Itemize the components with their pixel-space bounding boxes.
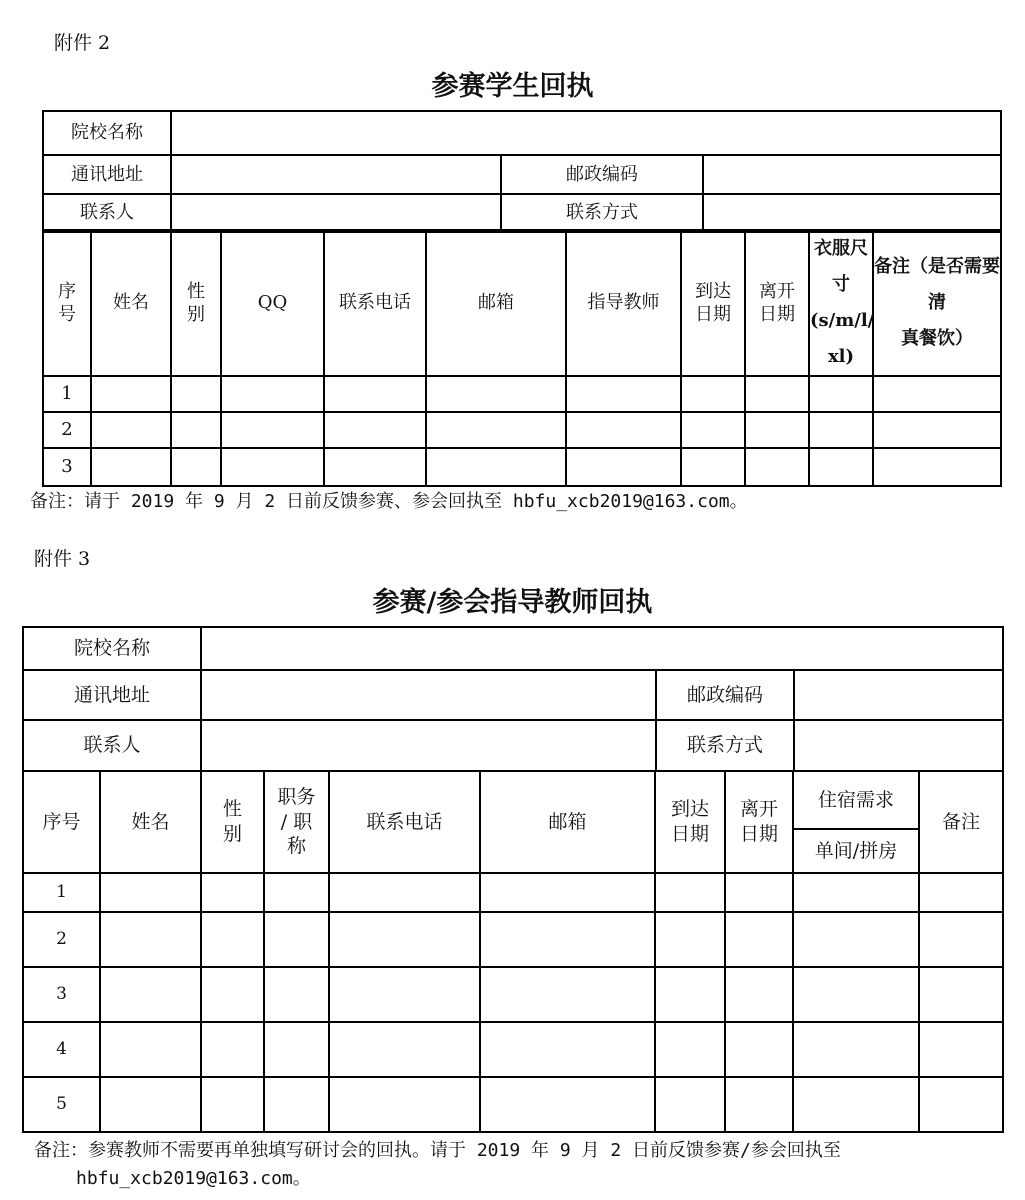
cell[interactable] [566, 412, 681, 448]
attachment-2-title: 参赛学生回执 [431, 71, 594, 102]
cell[interactable] [793, 1022, 919, 1077]
cell[interactable] [91, 412, 171, 448]
col-name: 姓名 [100, 771, 201, 873]
cell[interactable] [201, 873, 264, 912]
contact-person-label: 联系人 [23, 720, 201, 771]
row-number: 4 [23, 1022, 100, 1077]
cell[interactable] [873, 448, 1001, 486]
contact-person-cell[interactable] [201, 720, 656, 771]
table-row [43, 376, 1001, 412]
col-phone: 联系电话 [324, 230, 426, 376]
cell[interactable] [426, 376, 566, 412]
address-label: 通讯地址 [23, 670, 201, 720]
cell[interactable] [566, 448, 681, 486]
cell[interactable] [480, 1022, 655, 1077]
postcode-cell[interactable] [794, 670, 1003, 720]
student-receipt-header-table [42, 110, 1002, 233]
attachment-2-tag: 附件 2 [54, 32, 111, 54]
col-remark: 备注 [919, 771, 1003, 873]
cell[interactable] [809, 376, 873, 412]
cell[interactable] [809, 412, 873, 448]
cell[interactable] [919, 1022, 1003, 1077]
row-number: 3 [23, 967, 100, 1022]
cell[interactable] [221, 376, 324, 412]
cell[interactable] [100, 873, 201, 912]
col-seq: 序号 [23, 771, 100, 873]
student-receipt-table [42, 229, 1002, 487]
col-email: 邮箱 [480, 771, 655, 873]
cell[interactable] [264, 1022, 329, 1077]
cell[interactable] [745, 448, 809, 486]
cell[interactable] [329, 873, 480, 912]
cell[interactable] [201, 967, 264, 1022]
cell[interactable] [725, 967, 793, 1022]
col-arrive: 到达 日期 [681, 230, 745, 376]
cell[interactable] [919, 1077, 1003, 1132]
col-remark: 备注（是否需要清 真餐饮） [873, 230, 1001, 376]
table-row [23, 912, 1003, 967]
address-cell[interactable] [201, 670, 656, 720]
contact-person-cell[interactable] [171, 194, 501, 232]
table-row [43, 448, 1001, 486]
attachment-3-note-line-2: hbfu_xcb2019@163.com。 [76, 1168, 311, 1189]
cell[interactable] [264, 873, 329, 912]
cell[interactable] [725, 873, 793, 912]
cell[interactable] [566, 376, 681, 412]
table-row [43, 412, 1001, 448]
cell[interactable] [329, 912, 480, 967]
cell[interactable] [745, 376, 809, 412]
postcode-label: 邮政编码 [656, 670, 794, 720]
cell[interactable] [324, 412, 426, 448]
cell[interactable] [919, 912, 1003, 967]
cell[interactable] [100, 1077, 201, 1132]
cell[interactable] [793, 1077, 919, 1132]
attachment-2-note: 备注：请于 2019 年 9 月 2 日前反馈参赛、参会回执至 hbfu_xcb2019@163.com。 [30, 491, 748, 512]
cell[interactable] [100, 912, 201, 967]
col-position-title: 职务 / 职 称 [264, 771, 329, 873]
cell[interactable] [221, 448, 324, 486]
cell[interactable] [873, 376, 1001, 412]
cell[interactable] [201, 1077, 264, 1132]
teacher-receipt-table [22, 770, 1004, 1133]
school-name-cell[interactable] [201, 627, 1003, 670]
cell[interactable] [655, 967, 725, 1022]
col-qq: QQ [221, 230, 324, 376]
contact-method-label: 联系方式 [501, 194, 703, 232]
school-name-cell[interactable] [171, 111, 1001, 155]
cell[interactable] [426, 448, 566, 486]
cell[interactable] [681, 376, 745, 412]
cell[interactable] [201, 912, 264, 967]
cell[interactable] [873, 412, 1001, 448]
contact-method-cell[interactable] [703, 194, 1001, 232]
cell[interactable] [100, 1022, 201, 1077]
cell[interactable] [264, 912, 329, 967]
col-leave: 离开 日期 [725, 771, 793, 873]
contact-method-cell[interactable] [794, 720, 1003, 771]
table-row [23, 1022, 1003, 1077]
cell[interactable] [681, 412, 745, 448]
cell[interactable] [725, 912, 793, 967]
postcode-label: 邮政编码 [501, 155, 703, 194]
attachment-3-tag: 附件 3 [34, 548, 91, 570]
cell[interactable] [329, 1077, 480, 1132]
cell[interactable] [681, 448, 745, 486]
cell[interactable] [221, 412, 324, 448]
address-label: 通讯地址 [43, 155, 171, 194]
teacher-receipt-header-table [22, 626, 1004, 772]
row-number: 3 [43, 448, 91, 486]
col-seq: 序 号 [43, 230, 91, 376]
row-number: 2 [43, 412, 91, 448]
attachment-3-title: 参赛/参会指导教师回执 [372, 587, 653, 618]
cell[interactable] [919, 967, 1003, 1022]
cell[interactable] [329, 1022, 480, 1077]
cell[interactable] [655, 1077, 725, 1132]
cell[interactable] [480, 912, 655, 967]
cell[interactable] [725, 1022, 793, 1077]
cell[interactable] [91, 448, 171, 486]
cell[interactable] [91, 376, 171, 412]
cell[interactable] [480, 1077, 655, 1132]
col-phone: 联系电话 [329, 771, 480, 873]
cell[interactable] [655, 912, 725, 967]
contact-person-label: 联系人 [43, 194, 171, 232]
cell[interactable] [793, 967, 919, 1022]
contact-method-label: 联系方式 [656, 720, 794, 771]
school-name-label: 院校名称 [23, 627, 201, 670]
table-row [23, 967, 1003, 1022]
attachment-3-note-line-1: 备注：参赛教师不需要再单独填写研讨会的回执。请于 2019 年 9 月 2 日前反馈参赛/参会回执至 [34, 1140, 841, 1161]
row-number: 5 [23, 1077, 100, 1132]
cell[interactable] [171, 448, 221, 486]
col-gender: 性 别 [171, 230, 221, 376]
cell[interactable] [100, 967, 201, 1022]
cell[interactable] [809, 448, 873, 486]
cell[interactable] [793, 912, 919, 967]
row-number: 1 [23, 873, 100, 912]
cell[interactable] [171, 412, 221, 448]
col-room-type: 单间/拼房 [793, 829, 919, 873]
cell[interactable] [329, 967, 480, 1022]
cell[interactable] [171, 376, 221, 412]
col-leave: 离开 日期 [745, 230, 809, 376]
cell[interactable] [745, 412, 809, 448]
cell[interactable] [480, 967, 655, 1022]
row-number: 2 [23, 912, 100, 967]
cell[interactable] [264, 1077, 329, 1132]
cell[interactable] [324, 448, 426, 486]
address-cell[interactable] [171, 155, 501, 194]
cell[interactable] [324, 376, 426, 412]
school-name-label: 院校名称 [43, 111, 171, 155]
table-row [23, 1077, 1003, 1132]
cell[interactable] [264, 967, 329, 1022]
col-lodging: 住宿需求 [793, 771, 919, 829]
col-teacher: 指导教师 [566, 230, 681, 376]
col-clothing-size: 衣服尺 寸 (s/m/l/ xl) [809, 230, 873, 376]
cell[interactable] [919, 873, 1003, 912]
col-gender: 性 别 [201, 771, 264, 873]
cell[interactable] [793, 873, 919, 912]
postcode-cell[interactable] [703, 155, 1001, 194]
col-arrive: 到达 日期 [655, 771, 725, 873]
cell[interactable] [655, 873, 725, 912]
row-number: 1 [43, 376, 91, 412]
col-name: 姓名 [91, 230, 171, 376]
cell[interactable] [201, 1022, 264, 1077]
table-row [23, 873, 1003, 912]
cell[interactable] [655, 1022, 725, 1077]
cell[interactable] [725, 1077, 793, 1132]
cell[interactable] [480, 873, 655, 912]
cell[interactable] [426, 412, 566, 448]
col-email: 邮箱 [426, 230, 566, 376]
